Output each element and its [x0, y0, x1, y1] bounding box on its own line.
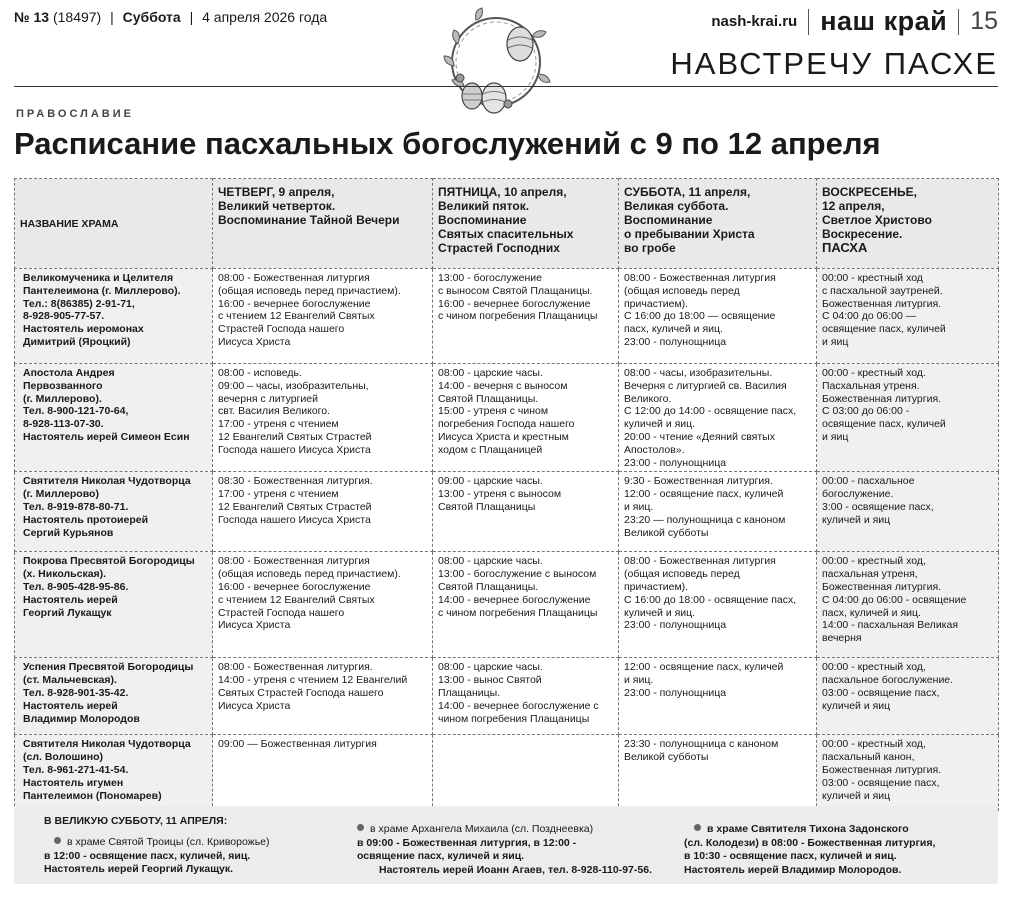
- page-number: 15: [970, 7, 998, 35]
- header-saturday: СУББОТА, 11 апреля, Великая суббота. Воспоминание о пребывании Христа во гробе: [619, 179, 817, 269]
- note-line: в храме Святой Троицы (сл. Криворожье): [67, 836, 270, 848]
- table-header-row: [15, 179, 999, 269]
- sunday-cell: 00:00 - крестный ход, пасхальное богослужение. 03:00 - освящение пасх, куличей и яиц: [817, 658, 999, 735]
- header-sunday-pascha: ПАСХА: [822, 240, 868, 255]
- saturday-cell: 08:00 - часы, изобразительны. Вечерня с литургией св. Василия Великого. С 12:00 до 14:00 - освящение пасх, куличей и яиц. 20:00 - чтение «Деяний святых Апостолов». 23:00 - полунощница: [619, 364, 817, 472]
- note-tikhon: [684, 823, 984, 877]
- easter-wreath-icon: [436, 4, 556, 124]
- sunday-cell: 00:00 - крестный ход, пасхальная утреня, Божественная литургия. С 04:00 до 06:00 - освящение пасх, куличей и яиц. 14:00 - пасхальная Великая вечерня: [817, 552, 999, 658]
- note-line: в 09:00 - Божественная литургия, в 12:00 -: [357, 836, 577, 849]
- note-line: (сл. Колодези) в 08:00 - Божественная литургия,: [684, 836, 936, 849]
- bullet-icon: [54, 837, 61, 844]
- thursday-cell: 08:00 - Божественная литургия. 14:00 - утреня с чтением 12 Евангелий Святых Страстей Господа нашего Иисуса Христа: [213, 658, 433, 735]
- thursday-cell: 08:30 - Божественная литургия. 17:00 - утреня с чтением 12 Евангелий Святых Страстей Господа нашего Иисуса Христа: [213, 472, 433, 552]
- masthead: [711, 6, 998, 37]
- thursday-cell: 08:00 - Божественная литургия (общая исповедь перед причастием). 16:00 - вечернее богослужение с чтением 12 Евангелий Святых Страстей Господа нашего Иисуса Христа: [213, 269, 433, 364]
- note-line: Настоятель иерей Владимир Молородов.: [684, 863, 902, 876]
- sunday-cell: 00:00 - крестный ход с пасхальной заутреней. Божественная литургия. С 04:00 до 06:00 — освящение пасх, куличей и яиц: [817, 269, 999, 364]
- church-cell: Великомученика и Целителя Пантелеимона (г. Миллерово). Тел.: 8(86385) 2-91-71, 8-928-905-77-57. Настоятель иеромонах Димитрий (Яроцкий): [15, 269, 213, 364]
- church-cell: Успения Пресвятой Богородицы (ст. Мальчевская). Тел. 8-928-901-35-42. Настоятель иерей Владимир Молородов: [15, 658, 213, 735]
- saturday-note-box: [14, 806, 998, 884]
- note-line: освящение пасх, куличей и яиц.: [357, 850, 525, 862]
- friday-cell: 08:00 - царские часы. 13:00 - богослужение с выносом Святой Плащаницы. 14:00 - вечернее богослужение с чином погребения Плащаницы: [433, 552, 619, 658]
- header-church-name: НАЗВАНИЕ ХРАМА: [15, 179, 213, 269]
- saturday-cell: 08:00 - Божественная литургия (общая исповедь перед причастием). С 16:00 до 18:00 - освящение пасх, куличей и яиц. 23:00 - полунощница: [619, 552, 817, 658]
- table-row: [15, 269, 999, 364]
- site-link[interactable]: nash-krai.ru: [711, 13, 798, 30]
- header-divider: [14, 86, 998, 87]
- saturday-cell: 12:00 - освящение пасх, куличей и яиц. 23:00 - полунощница: [619, 658, 817, 735]
- church-cell: Святителя Николая Чудотворца (сл. Волошино) Тел. 8-961-271-41-54. Настоятель игумен Пантелеимон (Пономарев): [15, 735, 213, 811]
- header-thursday: ЧЕТВЕРГ, 9 апреля, Великий четверток. Воспоминание Тайной Вечери: [213, 179, 433, 269]
- thursday-cell: 08:00 - исповедь. 09:00 – часы, изобразительны, вечерня с литургией свт. Василия Великого. 17:00 - утреня с чтением 12 Евангелий Святых Страстей Господа нашего Иисуса Христа: [213, 364, 433, 472]
- saturday-cell: 23:30 - полунощница с каноном Великой субботы: [619, 735, 817, 811]
- note-line: в храме Святителя Тихона Задонского: [707, 823, 909, 835]
- issue-total: (18497): [52, 9, 102, 25]
- sunday-cell: 00:00 - крестный ход. Пасхальная утреня. Божественная литургия. С 03:00 до 06:00 - освящение пасх, куличей и яиц: [817, 364, 999, 472]
- thursday-cell: 08:00 - Божественная литургия (общая исповедь перед причастием). 16:00 - вечернее богослужение с чтением 12 Евангелий Святых Страстей Господа нашего Иисуса Христа: [213, 552, 433, 658]
- sunday-cell: 00:00 - крестный ход, пасхальный канон, Божественная литургия. 03:00 - освящение пасх, куличей и яиц: [817, 735, 999, 811]
- rubric: ПРАВОСЛАВИЕ: [16, 108, 134, 120]
- schedule-table: [14, 178, 999, 811]
- header-sunday: [817, 179, 999, 269]
- friday-cell: 09:00 - царские часы. 13:00 - утреня с выносом Святой Плащаницы: [433, 472, 619, 552]
- bullet-icon: [694, 824, 701, 831]
- friday-cell: 08:00 - царские часы. 13:00 - вынос Святой Плащаницы. 14:00 - вечернее богослужение с чином погребения Плащаницы: [433, 658, 619, 735]
- note-line: в храме Архангела Михаила (сл. Позднеевка): [370, 823, 594, 835]
- issue-number: № 13: [14, 9, 50, 25]
- note-line: в 12:00 - освящение пасх, куличей, яиц.: [44, 849, 251, 862]
- sunday-cell: 00:00 - пасхальное богослужение. 3:00 - освящение пасх, куличей и яиц: [817, 472, 999, 552]
- article-title: Расписание пасхальных богослужений с 9 по 12 апреля: [14, 126, 881, 161]
- issue-info: № 13 (18497) | Суббота | 4 апреля 2026 года: [14, 9, 328, 25]
- saturday-cell: 08:00 - Божественная литургия (общая исповедь перед причастием). С 16:00 до 18:00 — освящение пасх, куличей и яиц. 23:00 - полунощница: [619, 269, 817, 364]
- issue-date: 4 апреля 2026 года: [202, 9, 328, 25]
- table-row: [15, 472, 999, 552]
- church-cell: Апостола Андрея Первозванного (г. Миллерово). Тел. 8-900-121-70-64, 8-928-113-07-30. Настоятель иерей Симеон Есин: [15, 364, 213, 472]
- note-line: в 10:30 - освящение пасх, куличей и яиц.: [684, 850, 897, 862]
- table-row: [15, 735, 999, 811]
- table-row: [15, 658, 999, 735]
- bullet-icon: [357, 824, 364, 831]
- brand-logo: наш край: [820, 6, 948, 36]
- thursday-cell: 09:00 — Божественная литургия: [213, 735, 433, 811]
- note-line: Настоятель иерей Георгий Лукащук.: [44, 863, 234, 875]
- header-friday: ПЯТНИЦА, 10 апреля, Великий пяток. Воспоминание Святых спасительных Страстей Господних: [433, 179, 619, 269]
- saturday-cell: 9:30 - Божественная литургия. 12:00 - освящение пасх, куличей и яиц. 23:20 — полунощница с каноном Великой субботы: [619, 472, 817, 552]
- header-sunday-text: ВОСКРЕСЕНЬЕ, 12 апреля, Светлое Христово Воскресение.: [822, 185, 932, 241]
- friday-cell: 08:00 - царские часы. 14:00 - вечерня с выносом Святой Плащаницы. 15:00 - утреня с чином погребения Господа нашего Иисуса Христа и крестным ходом с Плащаницей: [433, 364, 619, 472]
- friday-cell: 13:00 - богослужение с выносом Святой Плащаницы. 16:00 - вечернее богослужение с чином погребения Плащаницы: [433, 269, 619, 364]
- church-cell: Святителя Николая Чудотворца (г. Миллерово) Тел. 8-919-878-80-71. Настоятель протоиерей Сергий Курьянов: [15, 472, 213, 552]
- church-cell: Покрова Пресвятой Богородицы (х. Никольская). Тел. 8-905-428-95-86. Настоятель иерей Георгий Лукащук: [15, 552, 213, 658]
- note-archangel: [357, 823, 677, 877]
- note-trinity: [44, 836, 354, 877]
- table-row: [15, 364, 999, 472]
- note-title: В ВЕЛИКУЮ СУББОТУ, 11 АПРЕЛЯ:: [44, 815, 228, 827]
- weekday: Суббота: [122, 9, 181, 25]
- section-title: НАВСТРЕЧУ ПАСХЕ: [670, 46, 998, 81]
- table-row: [15, 552, 999, 658]
- friday-cell: [433, 735, 619, 811]
- note-line: Настоятель иерей Иоанн Агаев, тел. 8-928-110-97-56.: [379, 863, 652, 876]
